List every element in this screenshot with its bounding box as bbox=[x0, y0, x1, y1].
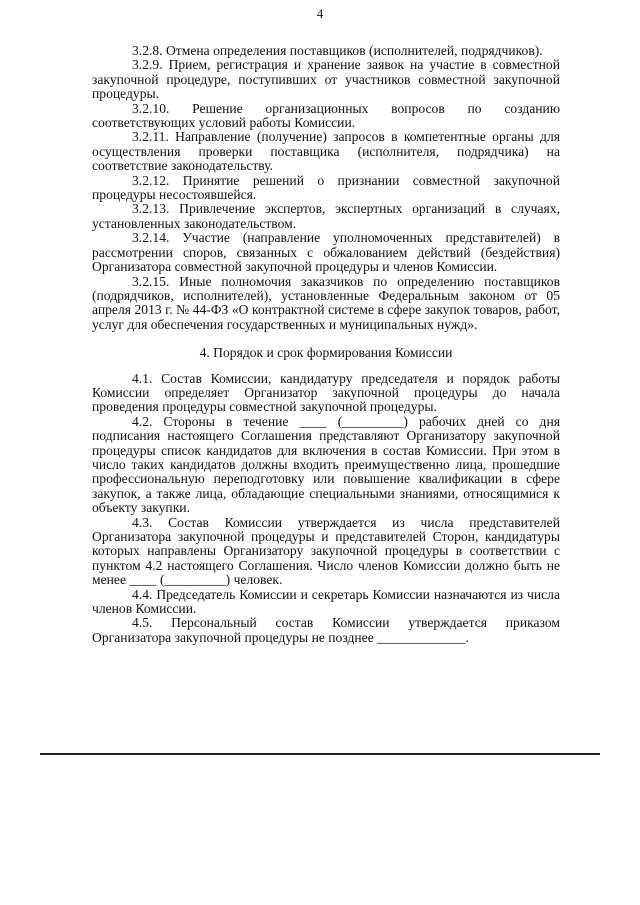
clause-3-2-12: 3.2.12. Принятие решений о признании совместной закупочной процедуры несостоявшейся. bbox=[92, 172, 560, 203]
clause-3-2-8: 3.2.8. Отмена определения поставщиков (исполнителей, подрядчиков). bbox=[132, 43, 543, 58]
clause-4-1: 4.1. Состав Комиссии, кандидатуру председателя и порядок работы Комиссии определяет Организатор закупочной процедуры до начала проведения процедуры совместной закупочной процедуры. bbox=[92, 370, 560, 415]
clause-4-5: 4.5. Персональный состав Комиссии утверждается приказом Организатора закупочной процедуры не позднее _____________. bbox=[92, 615, 560, 645]
section-heading: 4. Порядок и срок формирования Комиссии bbox=[199, 345, 453, 361]
clause-4-3: 4.3. Состав Комиссии утверждается из числа представителей Организатора закупочной процедуры и представителей Сторон, кандидатуры которых направлены Организатору закупочной процедуры в соответствии с пунктом 4.2 настоящего Соглашения. Число членов Комиссии должно быть не менее ____ (_________) человек. bbox=[92, 514, 560, 588]
page-number: 4 bbox=[316, 6, 324, 21]
clause-3-2-9: 3.2.9. Прием, регистрация и хранение заявок на участие в совместной закупочной процедуре, поступивших от участников совместной закупочной процедуры. bbox=[92, 57, 560, 102]
document-body bbox=[92, 44, 560, 645]
clause-3-2-14: 3.2.14. Участие (направление уполномоченных представителей) в рассмотрении споров, связанных с обжалованием действий (бездействия) Организатора совместной закупочной процедуры и членов Комиссии. bbox=[92, 230, 560, 275]
clause-4-2: 4.2. Стороны в течение ____ (_________) рабочих дней со дня подписания настоящего Соглашения представляют Организатору закупочной процедуры список кандидатов для включения в состав Комиссии. При этом в число таких кандидатов должны входить преимущественно лица, прошедшие профессиональную переподготовку или повышение квалификации в сфере закупок, а также лица, обладающие специальными знаниями, относящимися к объекту закупки. bbox=[92, 413, 560, 516]
clause-3-2-13: 3.2.13. Привлечение экспертов, экспертных организаций в случаях, установленных законодательством. bbox=[92, 201, 560, 231]
clause-3-2-11: 3.2.11. Направление (получение) запросов в компетентные органы для осуществления проверки поставщика (исполнителя, подрядчика) на соответствие законодательству. bbox=[92, 129, 560, 174]
horizontal-divider bbox=[40, 753, 600, 755]
clause-3-2-10: 3.2.10. Решение организационных вопросов по созданию соответствующих условий работы Комиссии. bbox=[92, 100, 560, 131]
clause-4-4: 4.4. Председатель Комиссии и секретарь Комиссии назначаются из числа членов Комиссии. bbox=[92, 586, 560, 617]
clause-3-2-15: 3.2.15. Иные полномочия заказчиков по определению поставщиков (подрядчиков, исполнителей), установленные Федеральным законом от 05 апреля 2013 г. № 44-ФЗ «О контрактной системе в сфере закупок товаров, работ, услуг для обеспечения государственных и муниципальных нужд». bbox=[92, 273, 560, 332]
